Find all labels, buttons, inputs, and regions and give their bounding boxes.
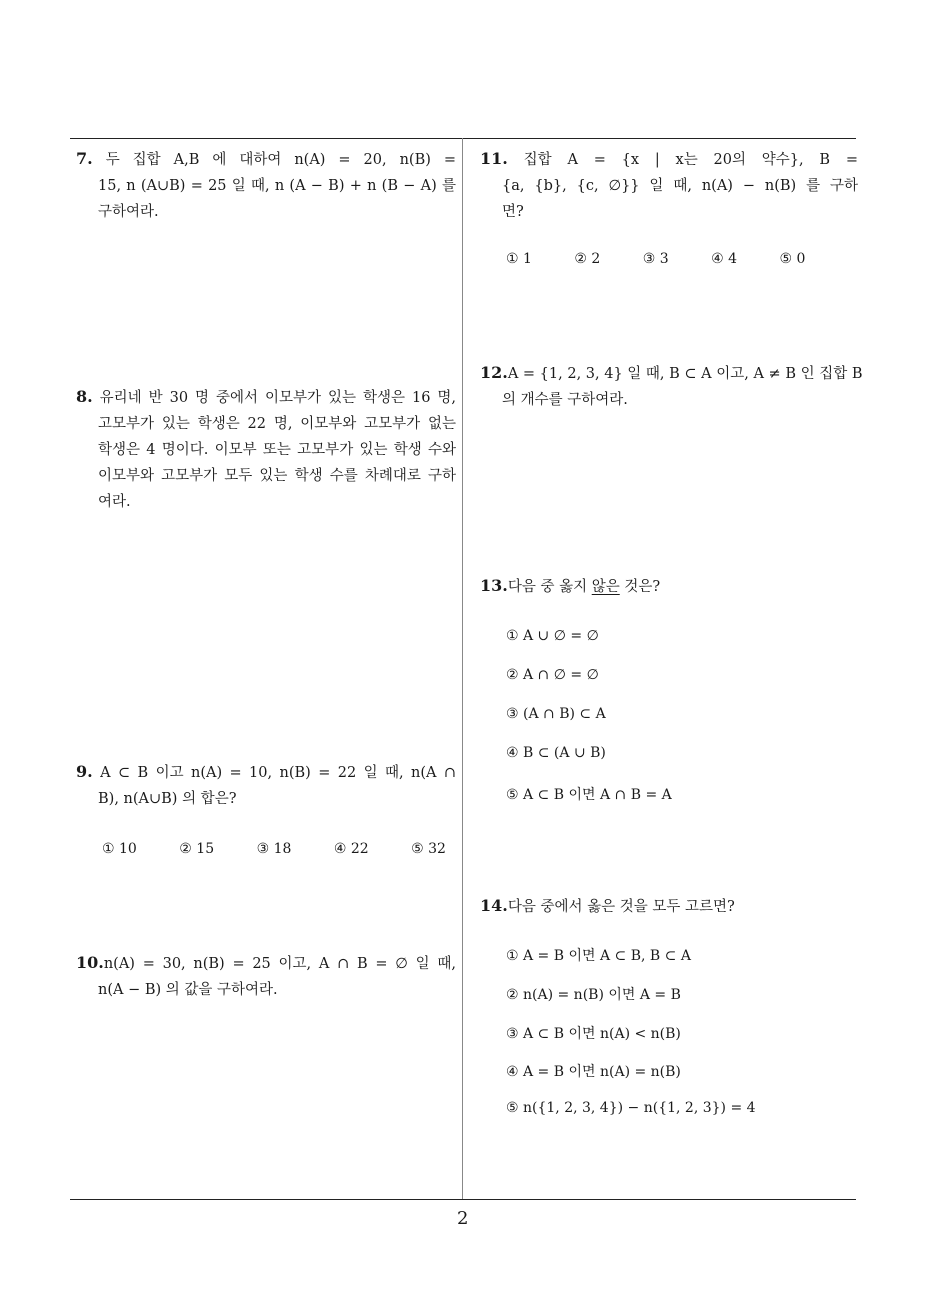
question-14	[480, 893, 858, 920]
question-text: 다음 중 옳지	[507, 579, 592, 595]
option-5[interactable]: ⑤ A ⊂ B 이면 A ∩ B = A	[506, 787, 672, 803]
underlined-word: 않은	[591, 579, 620, 595]
question-7	[76, 146, 456, 225]
top-rule	[70, 138, 856, 139]
question-number: 12.	[480, 363, 508, 382]
option-3[interactable]: ③ (A ∩ B) ⊂ A	[506, 706, 606, 722]
choice-3[interactable]: ③ 18	[256, 841, 292, 857]
choice-2[interactable]: ② 15	[179, 841, 215, 857]
question-text-line: 면?	[502, 204, 524, 220]
page-number: 2	[457, 1208, 469, 1229]
question-text-line: 학생은 4 명이다. 이모부 또는 고모부가 있는 학생 수와	[98, 442, 456, 458]
question-text-line: 의 개수를 구하여라.	[502, 392, 628, 408]
option-2[interactable]: ② A ∩ ∅ = ∅	[506, 667, 599, 683]
question-number: 14.	[480, 896, 508, 915]
option-2[interactable]: ② n(A) = n(B) 이면 A = B	[506, 987, 681, 1003]
question-11	[480, 146, 858, 225]
option-4[interactable]: ④ B ⊂ (A ∪ B)	[506, 745, 606, 761]
question-text-line: 유리네 반 30 명 중에서 이모부가 있는 학생은 16 명,	[99, 390, 456, 406]
question-number: 8.	[76, 387, 93, 406]
question-number: 10.	[76, 953, 104, 972]
question-text-line: {a, {b}, {c, ∅}} 일 때, n(A) − n(B) 를 구하	[502, 178, 858, 194]
choice-1[interactable]: ① 10	[102, 841, 137, 857]
question-text-line: 고모부가 있는 학생은 22 명, 이모부와 고모부가 없는	[98, 416, 456, 432]
question-text-line: 집합 A = {x | x는 20의 약수}, B =	[523, 152, 859, 168]
question-9	[76, 759, 456, 812]
option-1[interactable]: ① A ∪ ∅ = ∅	[506, 628, 599, 644]
question-9-choices	[102, 841, 484, 857]
choice-1[interactable]: ① 1	[506, 251, 532, 267]
question-number: 7.	[76, 149, 93, 168]
question-8	[76, 384, 456, 515]
question-number: 11.	[480, 149, 508, 168]
question-12	[480, 360, 863, 413]
question-text-line: 여라.	[98, 494, 131, 510]
question-text-line: B), n(A∪B) 의 합은?	[98, 791, 237, 807]
choice-2[interactable]: ② 2	[574, 251, 601, 267]
question-text-line: A ⊂ B 이고 n(A) = 10, n(B) = 22 일 때, n(A ∩	[100, 765, 456, 781]
question-text-line: A = {1, 2, 3, 4} 일 때, B ⊂ A 이고, A ≠ B 인 집합 B	[507, 366, 863, 382]
question-text-line: 구하여라.	[98, 204, 159, 220]
choice-3[interactable]: ③ 3	[642, 251, 669, 267]
question-text: 다음 중에서 옳은 것을 모두 고르면?	[507, 899, 735, 915]
option-1[interactable]: ① A = B 이면 A ⊂ B, B ⊂ A	[506, 948, 691, 964]
choice-4[interactable]: ④ 4	[711, 251, 738, 267]
question-text-line: 두 집합 A,B 에 대하여 n(A) = 20, n(B) =	[105, 152, 457, 168]
choice-4[interactable]: ④ 22	[333, 841, 369, 857]
question-11-choices	[506, 251, 843, 267]
choice-5[interactable]: ⑤ 32	[411, 841, 446, 857]
question-number: 13.	[480, 576, 508, 595]
question-10	[76, 950, 456, 1003]
column-divider	[462, 138, 463, 1200]
question-text-line: 이모부와 고모부가 모두 있는 학생 수를 차례대로 구하	[98, 468, 456, 484]
question-number: 9.	[76, 762, 93, 781]
option-4[interactable]: ④ A = B 이면 n(A) = n(B)	[506, 1064, 681, 1080]
question-13	[480, 573, 858, 600]
option-5[interactable]: ⑤ n({1, 2, 3, 4}) − n({1, 2, 3}) = 4	[506, 1100, 756, 1116]
question-text: 것은?	[619, 579, 661, 595]
question-text-line: n(A − B) 의 값을 구하여라.	[98, 982, 278, 998]
bottom-rule	[70, 1199, 856, 1200]
choice-5[interactable]: ⑤ 0	[779, 251, 806, 267]
question-text-line: n(A) = 30, n(B) = 25 이고, A ∩ B = ∅ 일 때,	[103, 956, 456, 972]
question-text-line: 15, n (A∪B) = 25 일 때, n (A − B) + n (B − A) 를	[98, 178, 456, 194]
option-3[interactable]: ③ A ⊂ B 이면 n(A) < n(B)	[506, 1026, 681, 1042]
